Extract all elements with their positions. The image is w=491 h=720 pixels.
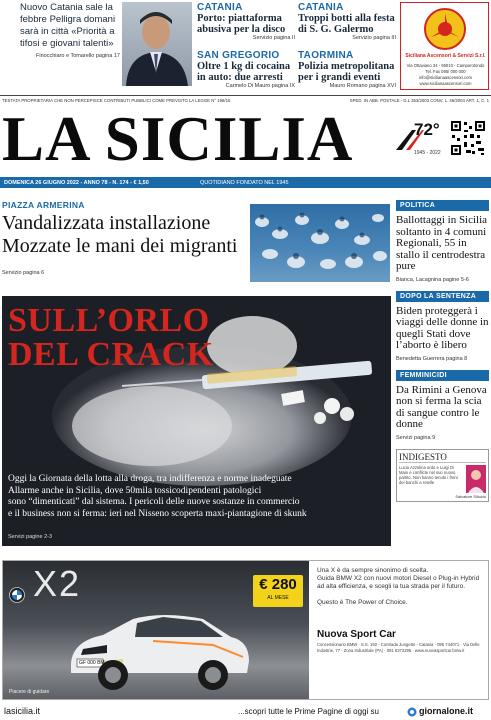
teaser-catania-1-title: Porto: piattaforma abusiva per la disco xyxy=(197,13,286,35)
teaser-top-left-ref: Finocchiaro e Tomarello pagina 17 xyxy=(36,53,120,59)
ad-elevators-brand: Siciliana Ascensori & Servizi S.r.l. xyxy=(405,53,486,59)
price-sub: AL MESE xyxy=(267,595,289,601)
masthead-title[interactable]: LA SICILIA xyxy=(2,104,354,174)
sidebar-indigesto[interactable] xyxy=(396,449,489,502)
ad-bmw[interactable] xyxy=(2,560,489,700)
indigesto-author: Salvatore Silluzio xyxy=(455,493,486,499)
main-body-line-2: Allarme anche in Sicilia, dove 50mila tossicodipendenti patologici xyxy=(8,485,262,496)
lead-story-ref: Servizio pagina 6 xyxy=(2,270,45,276)
ad-bmw-model: X2 xyxy=(33,563,82,604)
ad-copy-3: Questo è The Power of Choice. xyxy=(317,599,408,606)
sidebar xyxy=(396,200,489,546)
sidebar-sentenza-ref: Benedetta Guerrera pagina 8 xyxy=(396,355,468,362)
sidebar-femminicidi-ref: Servizi pagina 9 xyxy=(396,434,436,441)
footer-brand-link[interactable]: giornalone.it xyxy=(419,706,473,716)
divider xyxy=(0,95,491,96)
main-body-line-4: e il business non si ferma: ieri nel Nisseno scoperta maxi-piantagione di skunk xyxy=(8,508,307,519)
qr-code-icon[interactable] xyxy=(450,120,486,156)
founded-line: QUOTIDIANO FONDATO NEL 1945 xyxy=(200,179,289,186)
teaser-catania-2-section: CATANIA xyxy=(298,2,344,13)
footer xyxy=(0,704,491,720)
lead-story-kicker: PIAZZA ARMERINA xyxy=(2,200,85,210)
lead-story-title-1: Vandalizzata installazione xyxy=(2,212,211,234)
sidebar-indigesto-label: INDIGESTO xyxy=(399,452,486,463)
ad-dealer-info: Concessionario BMW · S.S. 192 - Contrada Jungetto - Catania · 095 744071 · Via Delle Industrie, 77 - Zona Industriale (PA) · 091 6372295 · www.nuovasportcar.bmw.it xyxy=(317,642,480,653)
ad-bmw-copy xyxy=(317,567,485,653)
ad-bmw-image xyxy=(3,561,309,700)
footer-promo-text: ...scopri tutte le Prime Pagine di oggi su xyxy=(238,707,379,716)
car-illustration xyxy=(63,601,253,693)
sidebar-femminicidi-label: FEMMINICIDI xyxy=(396,370,489,381)
trinacria-logo-icon xyxy=(423,7,467,51)
sidebar-politica-title[interactable]: Ballottaggi in Sicilia soltanto in 4 comuni Regionali, 55 in stallo il centrodestra pure xyxy=(396,214,488,272)
teaser-taormina-title: Polizia metropolitana per i grandi eventi xyxy=(298,61,395,83)
footer-site-link[interactable]: lasicilia.it xyxy=(4,706,41,716)
sidebar-sentenza-title[interactable]: Biden proteggerà i viaggi delle donne in quegli Stati dove l’aborto è libero xyxy=(396,304,489,351)
main-story[interactable] xyxy=(2,296,391,546)
teaser-san-gregorio[interactable] xyxy=(197,50,295,92)
car-label: Piacere di guidare xyxy=(9,689,50,695)
top-teasers xyxy=(0,0,491,92)
issue-line: DOMENICA 26 GIUGNO 2022 - ANNO 78 - N. 174 - € 1,50 xyxy=(4,179,149,186)
teaser-top-left-title: Nuovo Catania sale la febbre Pelligra domani sarà in città «Priorità a tifosi e giovani talenti» xyxy=(20,2,116,49)
teaser-san-gregorio-ref: Carmelo Di Mauro pagina IX xyxy=(225,83,295,89)
main-story-ref: Servizi pagine 2-3 xyxy=(8,534,53,540)
legal-strip-right: SPED. IN ABB. POSTALE - D.L 353/2003 CONV. L. 46/2004 ART. 1, C. 1 xyxy=(349,98,489,103)
main-body-line-1: Oggi la Giornata della lotta alla droga, tra indifferenza e norme inadeguate xyxy=(8,474,292,484)
sidebar-femminicidi-title[interactable]: Da Rimini a Genova non si ferma la scia di sangue contro le donne xyxy=(396,383,487,430)
ad-elevators-line-3: info@sicilianaascensori.com xyxy=(419,75,472,80)
teaser-catania-1-ref: Servizio pagina II xyxy=(252,35,295,41)
sidebar-politica-label: POLITICA xyxy=(396,200,489,211)
teaser-taormina[interactable] xyxy=(298,50,396,92)
ad-copy-2: Guida BMW X2 con nuovi motori Diesel o Plug-in Hybrid ad alta efficienza, e scegli la tua strada per il futuro. xyxy=(317,575,480,590)
giornalone-logo-icon xyxy=(407,707,417,717)
issue-bar xyxy=(0,177,491,188)
sidebar-sentenza-label: DOPO LA SENTENZA xyxy=(396,291,489,302)
teaser-catania-2-title: Troppi botti alla festa di S. G. Galermo xyxy=(298,13,395,35)
anniversary-number: 72° xyxy=(414,120,440,139)
portrait-photo xyxy=(122,2,192,86)
price-badge xyxy=(253,575,303,607)
teaser-san-gregorio-title: Oltre 1 kg di cocaina in auto: due arresti xyxy=(197,61,291,83)
ad-dealer: Nuova Sport Car xyxy=(317,629,396,640)
legal-strip-left: TESTATA PROPRIETARIA CHE NON PERCEPISCE CONTRIBUTI PUBBLICI COME PREVISTO LA LEGGE N° 198/16 xyxy=(2,98,231,103)
main-headline-2: DEL CRACK xyxy=(8,336,214,373)
price-value: € 280 xyxy=(259,576,297,593)
indigesto-text: Lucia Azzolina ordo e Luigi Di Maio e conflicte nel suo nuovo partito. Non hanno tenuto i freni dei banchi a rotelle xyxy=(399,464,458,485)
ad-elevators[interactable] xyxy=(400,2,489,90)
ad-copy-1: Una X è da sempre sinonimo di scelta. xyxy=(317,567,429,574)
teaser-san-gregorio-section: SAN GREGORIO xyxy=(197,50,280,61)
lead-story-title-2: Mozzate le mani dei migranti xyxy=(2,235,238,257)
bmw-logo-icon xyxy=(9,587,25,603)
ad-elevators-line-2: Tel. Fax 095/ 000 000 xyxy=(425,69,466,74)
teaser-catania-2[interactable] xyxy=(298,2,396,46)
anniversary-years: 1945 - 2022 xyxy=(414,150,441,156)
main-headline-1: SULL’ORLO xyxy=(8,302,210,339)
main-body-line-3: sono “dimenticati” dal sistema. I pericoli delle nuove sostanze in commercio xyxy=(8,497,300,507)
teaser-taormina-section: TAORMINA xyxy=(298,50,354,61)
teaser-taormina-ref: Mauro Romano pagina XVI xyxy=(329,83,396,89)
anniversary-logo xyxy=(394,120,444,160)
indigesto-portrait-icon xyxy=(466,465,486,493)
teaser-top-left[interactable] xyxy=(20,2,120,90)
car-plate: GF 000 BM xyxy=(79,660,105,666)
sidebar-politica-ref: Bianca, Lacagnina pagine 5-6 xyxy=(396,276,469,283)
teaser-catania-1[interactable] xyxy=(197,2,295,46)
ad-elevators-line-4: www.sicilianaascensori.com xyxy=(419,81,472,86)
teaser-catania-2-ref: Servizio pagina III xyxy=(352,35,396,41)
teaser-catania-1-section: CATANIA xyxy=(197,2,243,13)
lead-story[interactable] xyxy=(2,200,246,286)
sculpture-photo xyxy=(250,204,390,282)
main-body xyxy=(8,474,388,520)
ad-elevators-line-1: Via Ottaviano 34 - 95010 - Camporotondo xyxy=(406,63,485,68)
